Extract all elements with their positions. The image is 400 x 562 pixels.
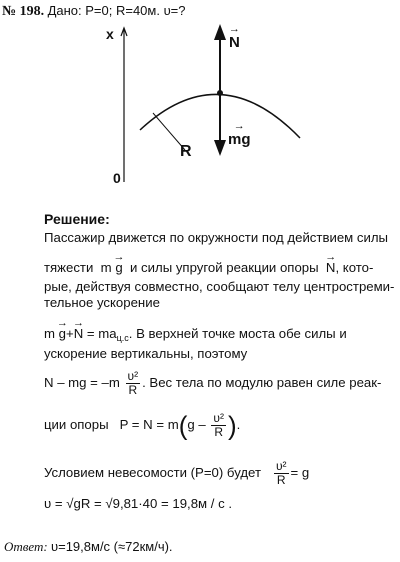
eq1-sub: ц.с xyxy=(116,333,129,343)
solution-line-4: тельное ускорение xyxy=(44,295,160,310)
solution-heading: Решение: xyxy=(44,211,110,227)
eq1-text: . В верхней точке моста обе силы и xyxy=(128,326,347,341)
given-text: Дано: P=0; R=40м. υ=? xyxy=(47,3,186,18)
line2-c: , кото- xyxy=(335,260,374,275)
eq3-close-paren: ) xyxy=(227,410,237,441)
equation-3 xyxy=(44,412,240,439)
line2-g-vector: → g xyxy=(115,260,122,276)
axis-x-label: x xyxy=(106,26,114,42)
solution-line-3: рые, действуя совместно, сообщают телу центростреми- xyxy=(44,279,395,294)
solution-line-1: Пассажир движется по окружности под действием силы xyxy=(44,230,389,245)
normal-force-label xyxy=(229,34,240,51)
eq3-num: υ² xyxy=(213,411,224,425)
eq2-text: . Вес тела по модулю равен силе реак- xyxy=(142,374,382,390)
solution-line-6: ускорение вертикальны, поэтому xyxy=(44,346,248,361)
eq2-fraction xyxy=(126,370,141,397)
eq3-prefix: ции опоры xyxy=(44,416,109,432)
eq3-left: P = N = m xyxy=(119,416,179,432)
problem-number: № 198. xyxy=(2,4,45,19)
eq3-fraction xyxy=(211,412,226,439)
equation-1 xyxy=(44,326,347,346)
eq3-open-paren: ( xyxy=(178,410,188,441)
line2-N-vector: → N xyxy=(326,260,336,276)
eq3-end: . xyxy=(236,416,241,432)
radius-label: R xyxy=(180,143,192,160)
equation-2 xyxy=(44,370,381,397)
eq1-N-vector: → N xyxy=(74,326,84,342)
line2-a: тяжести xyxy=(44,260,94,275)
gravity-label-text: → mg xyxy=(228,131,251,148)
eq1-rest: = ma xyxy=(86,326,117,341)
equation-4 xyxy=(44,460,309,487)
gravity-force-label xyxy=(228,131,251,148)
eq4-den: R xyxy=(276,473,286,487)
normal-arrow-head-icon xyxy=(214,24,226,40)
equation-5: υ = √gR = √9,81·40 = 19,8м / с . xyxy=(44,496,233,511)
solution-line-2 xyxy=(44,260,373,276)
eq4-prefix: Условием невесомости (P=0) будет xyxy=(44,464,261,480)
eq1-plus: + xyxy=(66,326,74,341)
gravity-arrow-head-icon xyxy=(214,140,226,156)
eq3-den: R xyxy=(214,425,223,439)
force-diagram xyxy=(0,0,400,200)
eq2-num: υ² xyxy=(127,369,139,383)
line2-m: m xyxy=(100,260,112,275)
eq3-g: g – xyxy=(187,416,206,432)
origin-label: 0 xyxy=(113,170,121,186)
line2-b: и силы упругой реакции опоры xyxy=(130,260,319,275)
eq4-end: = g xyxy=(290,464,310,480)
normal-label-text: → N xyxy=(229,34,240,51)
eq2-den: R xyxy=(128,383,138,397)
eq4-num: υ² xyxy=(275,459,287,473)
answer-label: Ответ: xyxy=(4,539,48,554)
eq4-fraction xyxy=(274,460,289,487)
eq2-left: N – mg = –m xyxy=(44,374,120,390)
answer-text: υ=19,8м/с (≈72км/ч). xyxy=(51,539,173,554)
eq1-m: m xyxy=(44,326,55,341)
eq1-g-vector: → g xyxy=(59,326,66,342)
answer-line xyxy=(4,539,173,555)
